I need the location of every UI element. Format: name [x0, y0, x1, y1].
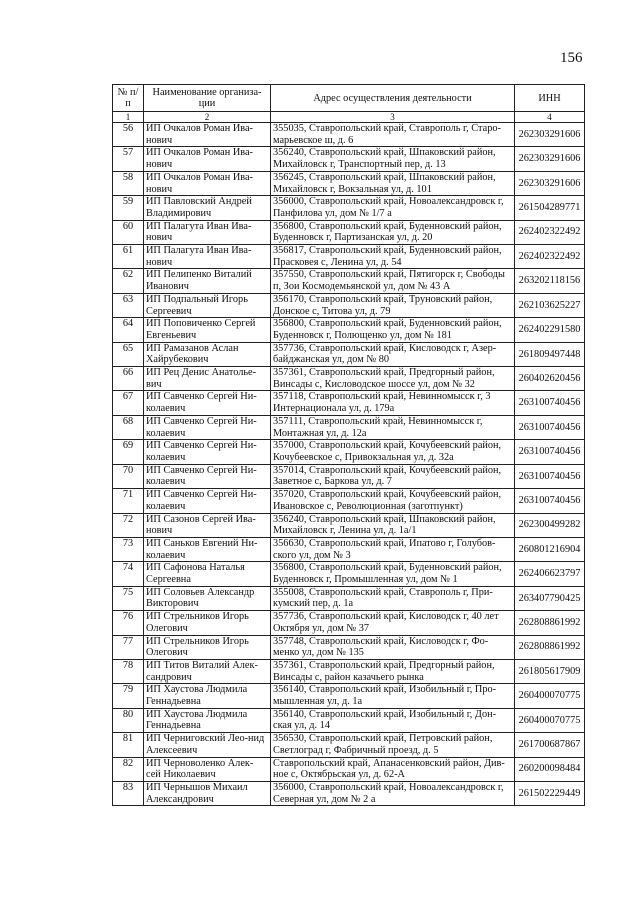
column-number-row — [113, 112, 585, 123]
row-number: 66 — [113, 367, 144, 391]
inn-value: 260402620456 — [515, 367, 585, 391]
table-row — [113, 342, 585, 366]
organization-name: ИП Рец Денис Анатолье-вич — [144, 367, 271, 391]
table-row — [113, 440, 585, 464]
activity-address: 357020, Ставропольский край, Кочубеевский район, Ивановское с, Революционная (заготпункт) — [271, 489, 515, 513]
page-number: 156 — [560, 50, 583, 66]
inn-value: 262303291606 — [515, 147, 585, 171]
inn-value: 260200098484 — [515, 757, 585, 781]
activity-address: 356530, Ставропольский край, Петровский район, Светлоград г, Фабричный проезд, д. 5 — [271, 733, 515, 757]
organization-name: ИП Титов Виталий Алек-сандрович — [144, 659, 271, 683]
organization-name: ИП Хаустова Людмила Геннадьевна — [144, 708, 271, 732]
inn-value: 262303291606 — [515, 123, 585, 147]
inn-value: 263100740456 — [515, 440, 585, 464]
inn-value: 261805617909 — [515, 659, 585, 683]
organization-name: ИП Савченко Сергей Ни-колаевич — [144, 391, 271, 415]
organization-name: ИП Поповиченко Сергей Евгеньевич — [144, 318, 271, 342]
table-row — [113, 611, 585, 635]
inn-value: 262303291606 — [515, 171, 585, 195]
organization-name: ИП Палагута Иван Ива-нович — [144, 245, 271, 269]
table-row — [113, 684, 585, 708]
row-number: 74 — [113, 562, 144, 586]
organization-name: ИП Черноволенко Алек-сей Николаевич — [144, 757, 271, 781]
table-row — [113, 708, 585, 732]
table-row — [113, 586, 585, 610]
inn-value: 262406623797 — [515, 562, 585, 586]
row-number: 69 — [113, 440, 144, 464]
table-row — [113, 513, 585, 537]
inn-value: 263100740456 — [515, 391, 585, 415]
organization-name: ИП Очкалов Роман Ива-нович — [144, 171, 271, 195]
column-number: 2 — [144, 112, 271, 123]
inn-value: 262300499282 — [515, 513, 585, 537]
organization-name: ИП Стрельников Игорь Олегович — [144, 611, 271, 635]
activity-address: 357748, Ставропольский край, Кисловодск г, Фо-менко ул, дом № 135 — [271, 635, 515, 659]
table-row — [113, 196, 585, 220]
table-row — [113, 733, 585, 757]
row-number: 64 — [113, 318, 144, 342]
table-row — [113, 415, 585, 439]
activity-address: 357111, Ставропольский край, Невинномысск г, Монтажная ул, д. 12а — [271, 415, 515, 439]
column-number: 3 — [271, 112, 515, 123]
organization-name: ИП Савченко Сергей Ни-колаевич — [144, 415, 271, 439]
activity-address: 356800, Ставропольский край, Буденновский район, Буденновск г, Партизанская ул, д. 20 — [271, 220, 515, 244]
row-number: 76 — [113, 611, 144, 635]
row-number: 62 — [113, 269, 144, 293]
organization-name: ИП Чернышов Михаил Александрович — [144, 781, 271, 805]
organizations-table — [112, 84, 585, 806]
row-number: 79 — [113, 684, 144, 708]
header-inn: ИНН — [515, 85, 585, 112]
activity-address: 356240, Ставропольский край, Шпаковский район, Михайловск г, Транспортный пер, д. 13 — [271, 147, 515, 171]
inn-value: 260801216904 — [515, 537, 585, 561]
row-number: 70 — [113, 464, 144, 488]
row-number: 81 — [113, 733, 144, 757]
inn-value: 262402322492 — [515, 245, 585, 269]
activity-address: 357014, Ставропольский край, Кочубеевский район, Заветное с, Баркова ул, д. 7 — [271, 464, 515, 488]
inn-value: 261700687867 — [515, 733, 585, 757]
organization-name: ИП Савченко Сергей Ни-колаевич — [144, 464, 271, 488]
header-row — [113, 85, 585, 112]
row-number: 80 — [113, 708, 144, 732]
activity-address: Ставропольский край, Апанасенковский район, Див-ное с, Октябрьская ул, д. 62-А — [271, 757, 515, 781]
activity-address: 355035, Ставропольский край, Ставрополь г, Старо-марьевское ш, д. 6 — [271, 123, 515, 147]
activity-address: 357361, Ставропольский край, Предгорный район, Винсады с, Кисловодское шоссе ул, дом № 32 — [271, 367, 515, 391]
organization-name: ИП Очкалов Роман Ива-нович — [144, 147, 271, 171]
row-number: 67 — [113, 391, 144, 415]
organization-name: ИП Савченко Сергей Ни-колаевич — [144, 489, 271, 513]
activity-address: 356170, Ставропольский край, Труновский район, Донское с, Титова ул, д. 79 — [271, 293, 515, 317]
activity-address: 357550, Ставропольский край, Пятигорск г, Свободы п, Зои Космодемьянской ул, дом № 43 А — [271, 269, 515, 293]
inn-value: 263100740456 — [515, 464, 585, 488]
table-row — [113, 123, 585, 147]
column-number: 4 — [515, 112, 585, 123]
inn-value: 260400070775 — [515, 684, 585, 708]
row-number: 73 — [113, 537, 144, 561]
table-row — [113, 635, 585, 659]
inn-value: 263407790425 — [515, 586, 585, 610]
inn-value: 262808861992 — [515, 611, 585, 635]
activity-address: 355008, Ставропольский край, Ставрополь г, При-кумский пер, д. 1а — [271, 586, 515, 610]
activity-address: 356140, Ставропольский край, Изобильный г, Дон-ская ул, д. 14 — [271, 708, 515, 732]
inn-value: 262402322492 — [515, 220, 585, 244]
row-number: 58 — [113, 171, 144, 195]
header-num: № п/п — [113, 85, 144, 112]
table-row — [113, 318, 585, 342]
table-row — [113, 781, 585, 805]
row-number: 68 — [113, 415, 144, 439]
organization-name: ИП Соловьев Александр Викторович — [144, 586, 271, 610]
table-row — [113, 659, 585, 683]
inn-value: 263202118156 — [515, 269, 585, 293]
inn-value: 262402291580 — [515, 318, 585, 342]
organization-name: ИП Савченко Сергей Ни-колаевич — [144, 440, 271, 464]
row-number: 71 — [113, 489, 144, 513]
header-name: Наименование организа-ции — [144, 85, 271, 112]
row-number: 82 — [113, 757, 144, 781]
inn-value: 260400070775 — [515, 708, 585, 732]
organization-name: ИП Рамазанов Аслан Хайрубекович — [144, 342, 271, 366]
inn-value: 263100740456 — [515, 415, 585, 439]
activity-address: 356000, Ставропольский край, Новоалександровск г, Панфилова ул, дом № 1/7 а — [271, 196, 515, 220]
organization-name: ИП Стрельников Игорь Олегович — [144, 635, 271, 659]
organization-name: ИП Павловский Андрей Владимирович — [144, 196, 271, 220]
row-number: 59 — [113, 196, 144, 220]
table-row — [113, 562, 585, 586]
row-number: 72 — [113, 513, 144, 537]
row-number: 65 — [113, 342, 144, 366]
activity-address: 357000, Ставропольский край, Кочубеевский район, Кочубеевское с, Привокзальная ул, д. 32а — [271, 440, 515, 464]
inn-value: 261809497448 — [515, 342, 585, 366]
activity-address: 356245, Ставропольский край, Шпаковский район, Михайловск г, Вокзальная ул, д. 101 — [271, 171, 515, 195]
organization-name: ИП Очкалов Роман Ива-нович — [144, 123, 271, 147]
row-number: 60 — [113, 220, 144, 244]
inn-value: 261502229449 — [515, 781, 585, 805]
inn-value: 263100740456 — [515, 489, 585, 513]
table-row — [113, 537, 585, 561]
activity-address: 357361, Ставропольский край, Предгорный район, Винсады с, район казачьего рынка — [271, 659, 515, 683]
table-row — [113, 391, 585, 415]
table-row — [113, 489, 585, 513]
table-row — [113, 367, 585, 391]
organization-name: ИП Пелипенко Виталий Иванович — [144, 269, 271, 293]
organization-name: ИП Сафонова Наталья Сергеевна — [144, 562, 271, 586]
organization-name: ИП Сазонов Сергей Ива-нович — [144, 513, 271, 537]
organization-name: ИП Черниговский Лео-нид Алексеевич — [144, 733, 271, 757]
activity-address: 357736, Ставропольский край, Кисловодск г, 40 лет Октября ул, дом № 37 — [271, 611, 515, 635]
organization-name: ИП Хаустова Людмила Геннадьевна — [144, 684, 271, 708]
activity-address: 356630, Ставропольский край, Ипатово г, Голубов-ского ул, дом № 3 — [271, 537, 515, 561]
header-address: Адрес осуществления деятельности — [271, 85, 515, 112]
organization-name: ИП Подпальный Игорь Сергеевич — [144, 293, 271, 317]
column-number: 1 — [113, 112, 144, 123]
activity-address: 356800, Ставропольский край, Буденновский район, Буденновск г, Промышленная ул, дом № 1 — [271, 562, 515, 586]
organization-name: ИП Палагута Иван Ива-нович — [144, 220, 271, 244]
table-row — [113, 269, 585, 293]
organization-name: ИП Саньков Евгений Ни-колаевич — [144, 537, 271, 561]
row-number: 56 — [113, 123, 144, 147]
table-row — [113, 245, 585, 269]
row-number: 63 — [113, 293, 144, 317]
table-row — [113, 757, 585, 781]
row-number: 83 — [113, 781, 144, 805]
row-number: 57 — [113, 147, 144, 171]
table-row — [113, 464, 585, 488]
activity-address: 356240, Ставропольский край, Шпаковский район, Михайловск г, Ленина ул, д. 1а/1 — [271, 513, 515, 537]
row-number: 78 — [113, 659, 144, 683]
table-row — [113, 171, 585, 195]
row-number: 75 — [113, 586, 144, 610]
table-row — [113, 147, 585, 171]
activity-address: 356140, Ставропольский край, Изобильный г, Про-мышленная ул, д. 1а — [271, 684, 515, 708]
activity-address: 356000, Ставропольский край, Новоалександровск г, Северная ул, дом № 2 а — [271, 781, 515, 805]
inn-value: 261504289771 — [515, 196, 585, 220]
inn-value: 262103625227 — [515, 293, 585, 317]
table-row — [113, 293, 585, 317]
activity-address: 356800, Ставропольский край, Буденновский район, Буденновск г, Полющенко ул, дом № 181 — [271, 318, 515, 342]
row-number: 77 — [113, 635, 144, 659]
activity-address: 356817, Ставропольский край, Буденновский район, Прасковея с, Ленина ул, д. 54 — [271, 245, 515, 269]
activity-address: 357118, Ставропольский край, Невинномысск г, 3 Интернационала ул, д. 179а — [271, 391, 515, 415]
row-number: 61 — [113, 245, 144, 269]
table-row — [113, 220, 585, 244]
activity-address: 357736, Ставропольский край, Кисловодск г, Азер-байджанская ул, дом № 80 — [271, 342, 515, 366]
inn-value: 262808861992 — [515, 635, 585, 659]
